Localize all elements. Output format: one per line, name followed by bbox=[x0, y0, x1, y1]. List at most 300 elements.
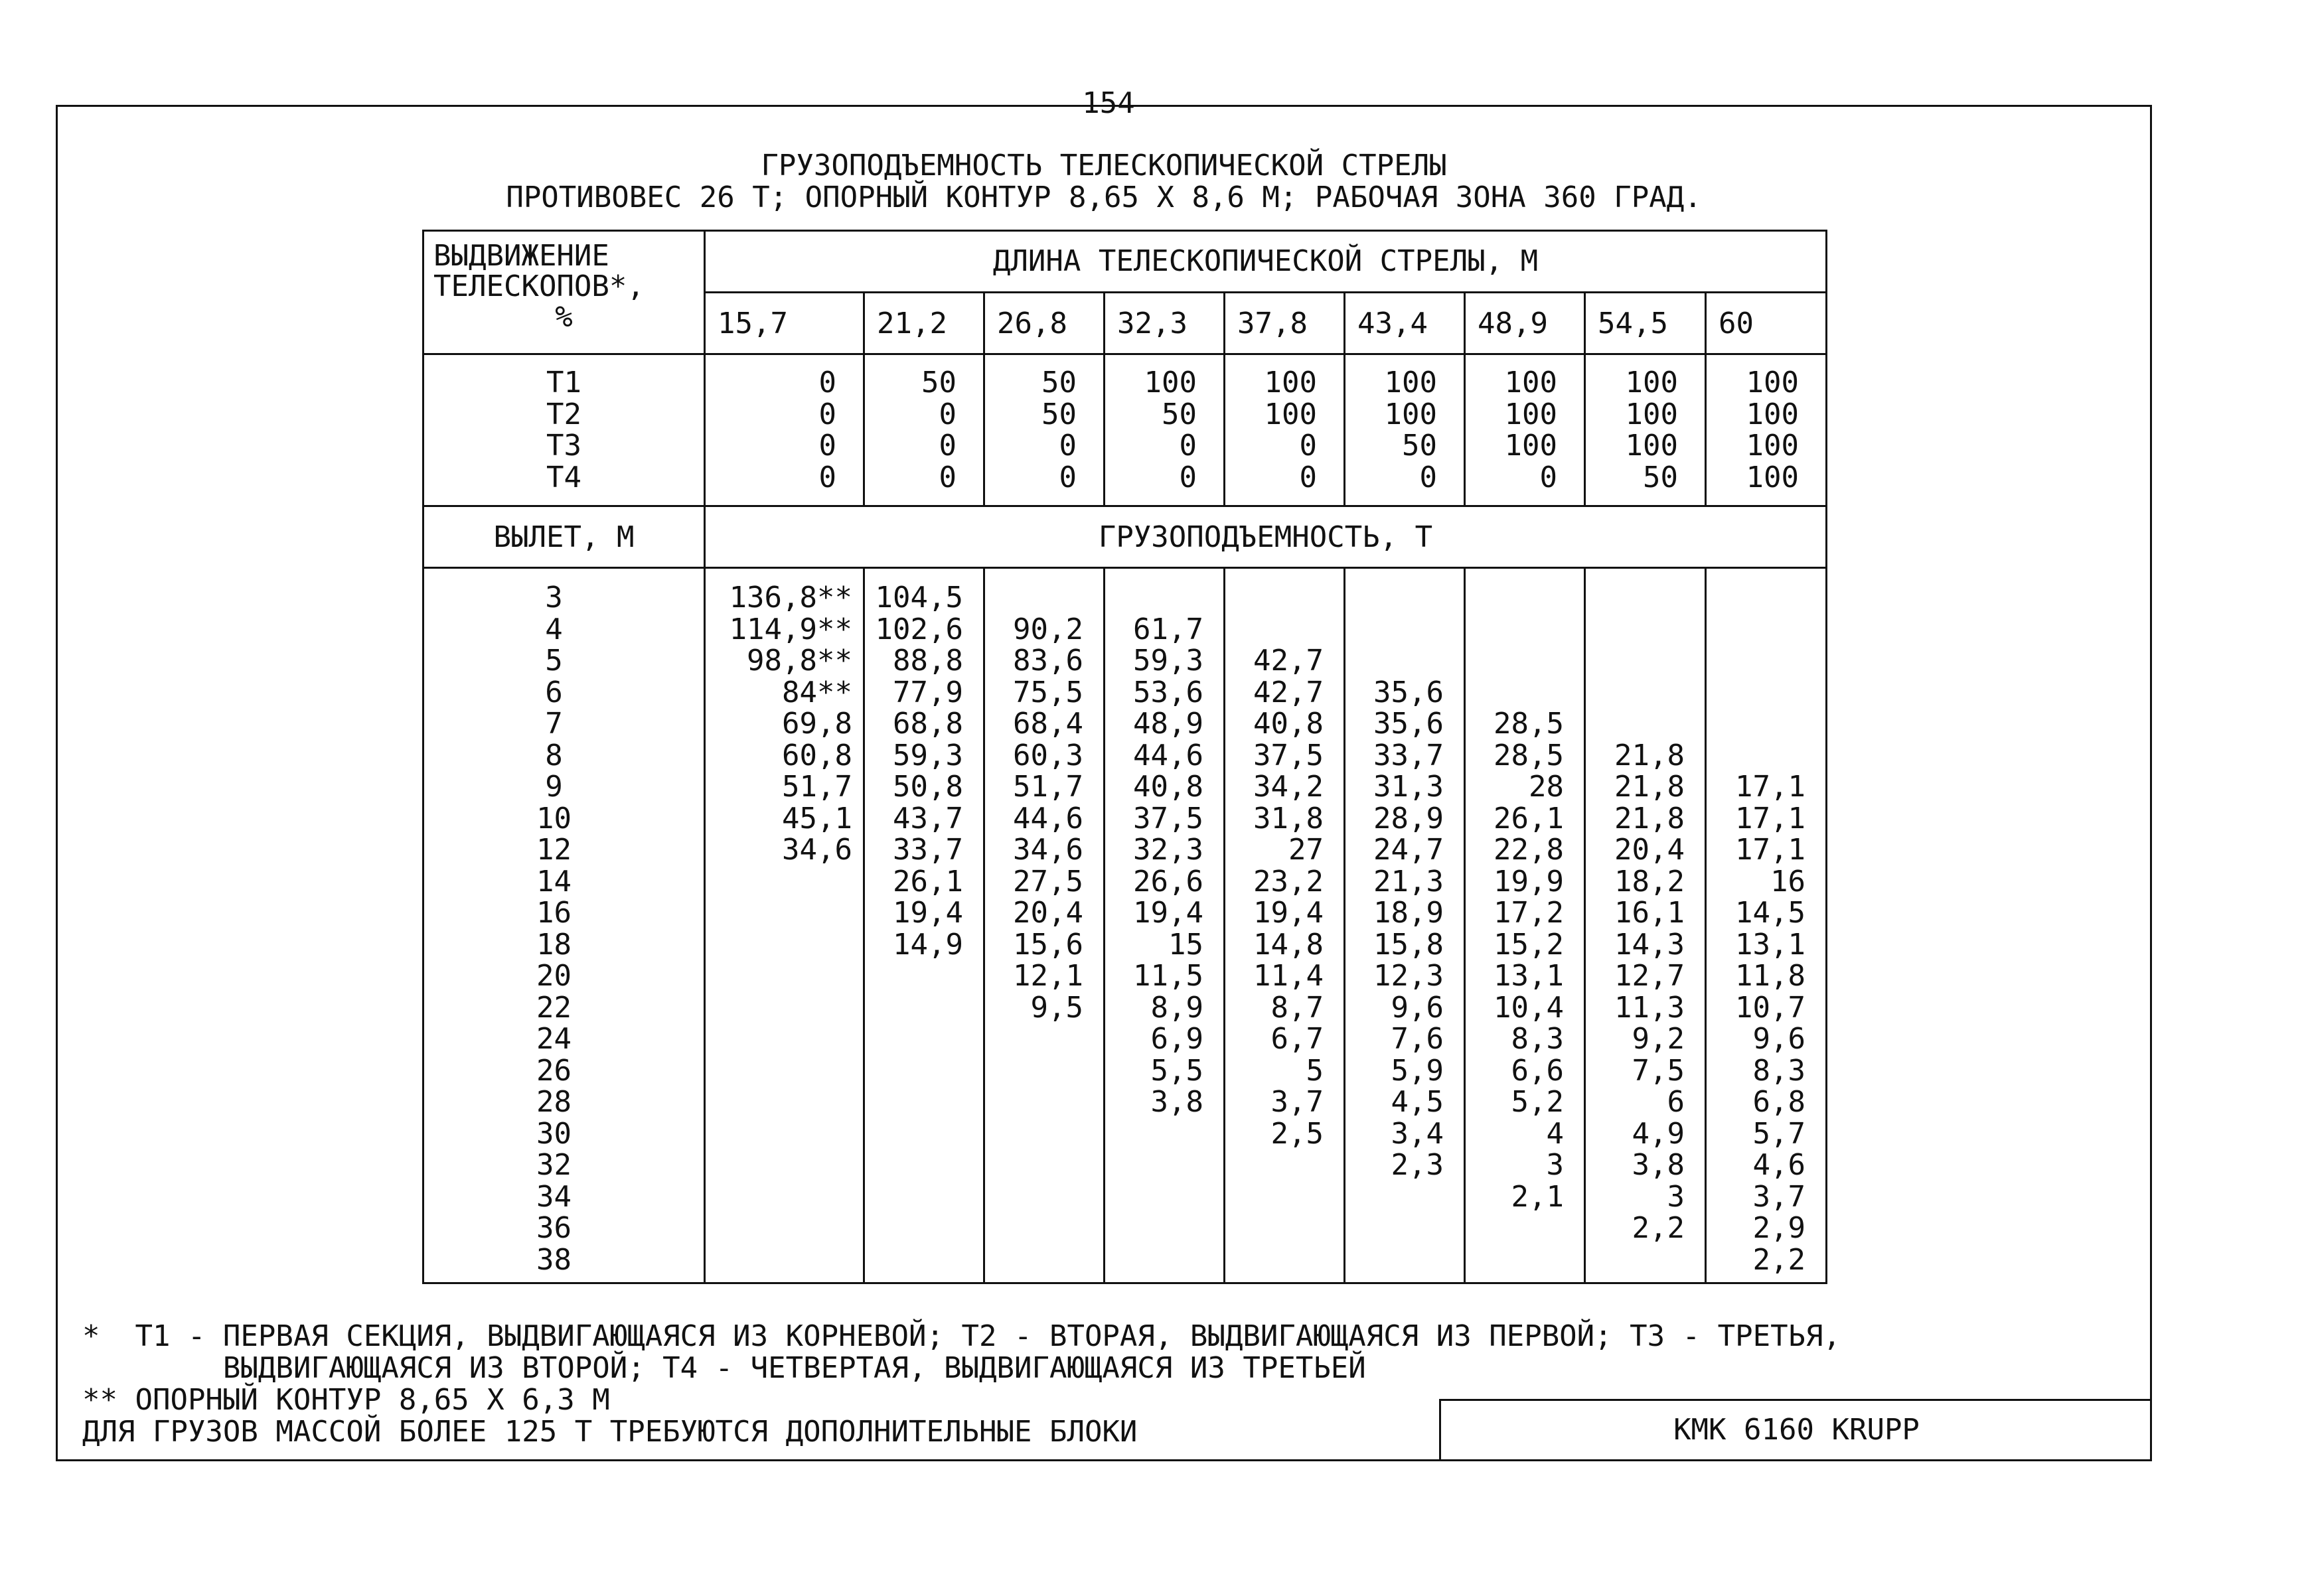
extension-value: 50 bbox=[1041, 397, 1077, 431]
capacity-value bbox=[706, 1118, 863, 1150]
capacity-value: 35,6 bbox=[1373, 675, 1444, 709]
capacity-value bbox=[1345, 1181, 1464, 1213]
extension-column bbox=[1465, 354, 1585, 506]
extension-value: 0 bbox=[1299, 429, 1317, 463]
capacity-value bbox=[706, 1023, 863, 1055]
capacity-value: 19,4 bbox=[893, 896, 963, 930]
boom-length-cell: 26,8 bbox=[984, 293, 1105, 354]
capacity-value: 6,7 bbox=[1270, 1022, 1324, 1056]
capacity-value: 5,5 bbox=[1150, 1053, 1203, 1088]
capacity-value: 28,5 bbox=[1494, 738, 1564, 772]
capacity-column bbox=[705, 568, 864, 1283]
capacity-value: 34,6 bbox=[782, 833, 852, 867]
reach-value: 14 bbox=[536, 864, 572, 899]
capacity-value: 3,7 bbox=[1270, 1085, 1324, 1119]
capacity-value bbox=[1707, 645, 1825, 677]
capacity-value bbox=[985, 1244, 1103, 1276]
capacity-value: 19,9 bbox=[1494, 864, 1564, 899]
capacity-value bbox=[865, 1023, 983, 1055]
capacity-value bbox=[706, 1086, 863, 1118]
capacity-column bbox=[864, 568, 984, 1283]
capacity-value bbox=[1345, 1212, 1464, 1244]
capacity-column bbox=[1225, 568, 1345, 1283]
section-label: Т3 bbox=[546, 429, 581, 463]
boom-length-header: ДЛИНА ТЕЛЕСКОПИЧЕСКОЙ СТРЕЛЫ, М bbox=[705, 231, 1827, 293]
extension-value: 0 bbox=[1299, 460, 1317, 494]
capacity-value bbox=[1466, 645, 1584, 677]
capacity-value: 37,5 bbox=[1133, 801, 1203, 835]
capacity-value: 40,8 bbox=[1133, 770, 1203, 804]
capacity-value: 2,9 bbox=[1752, 1211, 1805, 1245]
capacity-value bbox=[1105, 1212, 1223, 1244]
capacity-value bbox=[1466, 1244, 1584, 1276]
capacity-value: 3,7 bbox=[1752, 1179, 1805, 1214]
capacity-value: 83,6 bbox=[1013, 644, 1083, 678]
boom-length-cell: 54,5 bbox=[1585, 293, 1706, 354]
capacity-value: 68,8 bbox=[893, 707, 963, 741]
capacity-value: 26,1 bbox=[893, 864, 963, 899]
capacity-value bbox=[985, 1212, 1103, 1244]
extension-column bbox=[1345, 354, 1465, 506]
capacity-value: 17,1 bbox=[1735, 770, 1805, 804]
extension-value: 100 bbox=[1504, 366, 1557, 399]
capacity-value bbox=[1105, 1244, 1223, 1276]
capacity-value: 50,8 bbox=[893, 770, 963, 804]
capacity-value: 3,8 bbox=[1150, 1085, 1203, 1119]
capacity-value: 18,2 bbox=[1614, 864, 1685, 899]
extension-value: 0 bbox=[818, 429, 836, 463]
boom-length-cell: 60 bbox=[1706, 293, 1827, 354]
capacity-value bbox=[706, 992, 863, 1024]
reach-value: 4 bbox=[545, 612, 563, 646]
capacity-value: 26,6 bbox=[1133, 864, 1203, 899]
capacity-value: 17,1 bbox=[1735, 833, 1805, 867]
extension-value: 100 bbox=[1625, 397, 1678, 431]
capacity-value bbox=[1105, 1149, 1223, 1181]
capacity-value bbox=[865, 1212, 983, 1244]
footnote-sections: * Т1 - ПЕРВАЯ СЕКЦИЯ, ВЫДВИГАЮЩАЯСЯ ИЗ КОРНЕВОЙ; Т2 - ВТОРАЯ, ВЫДВИГАЮЩАЯСЯ ИЗ ПЕРВОЙ; Т3 - ТРЕТЬЯ, bbox=[82, 1319, 1841, 1353]
footnote-sections-cont: ВЫДВИГАЮЩАЯСЯ ИЗ ВТОРОЙ; Т4 - ЧЕТВЕРТАЯ, ВЫДВИГАЮЩАЯСЯ ИЗ ТРЕТЬЕЙ bbox=[82, 1351, 1366, 1385]
capacity-value: 45,1 bbox=[782, 801, 852, 835]
capacity-column bbox=[1105, 568, 1225, 1283]
capacity-value: 9,2 bbox=[1632, 1022, 1685, 1056]
capacity-value bbox=[1586, 614, 1705, 646]
capacity-value: 8,3 bbox=[1752, 1053, 1805, 1088]
capacity-value: 51,7 bbox=[782, 770, 852, 804]
capacity-value: 9,6 bbox=[1752, 1022, 1805, 1056]
capacity-value: 3 bbox=[1667, 1179, 1685, 1214]
capacity-value: 40,8 bbox=[1253, 707, 1324, 741]
capacity-value: 32,3 bbox=[1133, 833, 1203, 867]
capacity-value: 7,5 bbox=[1632, 1053, 1685, 1088]
capacity-value: 10,4 bbox=[1494, 990, 1564, 1025]
extension-column bbox=[1706, 354, 1827, 506]
capacity-value bbox=[985, 1181, 1103, 1213]
capacity-value bbox=[1586, 708, 1705, 740]
capacity-value: 59,3 bbox=[893, 738, 963, 772]
capacity-value: 26,1 bbox=[1494, 801, 1564, 835]
capacity-value: 11,3 bbox=[1614, 990, 1685, 1025]
page-number-text: 154 bbox=[1058, 86, 1158, 120]
reach-value: 30 bbox=[536, 1116, 572, 1151]
footnote-outrigger: ** ОПОРНЫЙ КОНТУР 8,65 Х 6,3 М bbox=[82, 1383, 610, 1417]
capacity-value: 11,8 bbox=[1735, 959, 1805, 993]
capacity-value bbox=[985, 1149, 1103, 1181]
extension-value: 100 bbox=[1384, 397, 1437, 431]
extension-column bbox=[705, 354, 864, 506]
capacity-column bbox=[984, 568, 1105, 1283]
reach-column bbox=[423, 568, 705, 1283]
capacity-value bbox=[985, 1055, 1103, 1087]
extension-value: 100 bbox=[1625, 429, 1678, 463]
capacity-value: 35,6 bbox=[1373, 707, 1444, 741]
extension-value: 50 bbox=[1162, 397, 1197, 431]
capacity-value bbox=[985, 1086, 1103, 1118]
capacity-value: 44,6 bbox=[1133, 738, 1203, 772]
capacity-value bbox=[1586, 677, 1705, 709]
capacity-value: 17,2 bbox=[1494, 896, 1564, 930]
capacity-value: 3,8 bbox=[1632, 1148, 1685, 1182]
extension-value: 0 bbox=[818, 366, 836, 399]
table-subtitle: ПРОТИВОВЕС 26 Т; ОПОРНЫЙ КОНТУР 8,65 Х 8,6 М; РАБОЧАЯ ЗОНА 360 ГРАД. bbox=[506, 181, 1702, 214]
table-title: ГРУЗОПОДЪЕМНОСТЬ ТЕЛЕСКОПИЧЕСКОЙ СТРЕЛЫ bbox=[761, 149, 1447, 182]
capacity-value: 37,5 bbox=[1253, 738, 1324, 772]
capacity-value bbox=[865, 1149, 983, 1181]
capacity-value bbox=[1586, 1244, 1705, 1276]
capacity-value bbox=[985, 582, 1103, 614]
capacity-value: 68,4 bbox=[1013, 707, 1083, 741]
extension-column bbox=[864, 354, 984, 506]
capacity-header-row bbox=[423, 506, 1827, 568]
capacity-value: 12,3 bbox=[1373, 959, 1444, 993]
capacity-column bbox=[1585, 568, 1706, 1283]
capacity-value: 7,6 bbox=[1391, 1022, 1444, 1056]
extension-column bbox=[1585, 354, 1706, 506]
capacity-value bbox=[1586, 582, 1705, 614]
capacity-value: 23,2 bbox=[1253, 864, 1324, 899]
capacity-value: 31,3 bbox=[1373, 770, 1444, 804]
extension-value: 100 bbox=[1746, 460, 1799, 494]
extension-value: 0 bbox=[1059, 429, 1077, 463]
capacity-value bbox=[865, 992, 983, 1024]
capacity-value: 5,9 bbox=[1391, 1053, 1444, 1088]
capacity-value: 42,7 bbox=[1253, 675, 1324, 709]
capacity-value: 21,8 bbox=[1614, 801, 1685, 835]
capacity-value: 34,6 bbox=[1013, 833, 1083, 867]
boom-length-cell: 21,2 bbox=[864, 293, 984, 354]
capacity-value: 6,6 bbox=[1511, 1053, 1564, 1088]
extension-value: 100 bbox=[1144, 366, 1197, 399]
capacity-value bbox=[1225, 1149, 1343, 1181]
extension-row bbox=[423, 354, 1827, 506]
capacity-value: 13,1 bbox=[1735, 927, 1805, 962]
reach-value: 16 bbox=[536, 896, 572, 930]
capacity-value bbox=[1466, 582, 1584, 614]
capacity-value: 4 bbox=[1546, 1116, 1564, 1151]
reach-value: 5 bbox=[545, 644, 563, 678]
capacity-value: 61,7 bbox=[1133, 612, 1203, 646]
capacity-value: 33,7 bbox=[1373, 738, 1444, 772]
capacity-value bbox=[1586, 645, 1705, 677]
boom-length-cell: 43,4 bbox=[1345, 293, 1465, 354]
extension-header-line2: ТЕЛЕСКОПОВ*, bbox=[433, 269, 645, 303]
extension-value: 0 bbox=[939, 397, 957, 431]
boom-length-cell: 37,8 bbox=[1225, 293, 1345, 354]
extension-value: 0 bbox=[939, 429, 957, 463]
capacity-column bbox=[1706, 568, 1827, 1283]
capacity-value bbox=[1707, 677, 1825, 709]
capacity-value: 4,6 bbox=[1752, 1148, 1805, 1182]
extension-value: 0 bbox=[939, 460, 957, 494]
capacity-value: 20,4 bbox=[1013, 896, 1083, 930]
capacity-value: 13,1 bbox=[1494, 959, 1564, 993]
capacity-value: 98,8** bbox=[747, 644, 852, 678]
capacity-value bbox=[1707, 582, 1825, 614]
capacity-value: 42,7 bbox=[1253, 644, 1324, 678]
capacity-value: 19,4 bbox=[1133, 896, 1203, 930]
extension-value: 50 bbox=[1643, 460, 1678, 494]
capacity-value bbox=[1225, 1244, 1343, 1276]
boom-length-cell: 48,9 bbox=[1465, 293, 1585, 354]
capacity-value: 28 bbox=[1529, 770, 1564, 804]
capacity-value: 2,3 bbox=[1391, 1148, 1444, 1182]
capacity-value bbox=[1345, 1244, 1464, 1276]
capacity-value bbox=[1105, 582, 1223, 614]
capacity-value: 15 bbox=[1168, 927, 1203, 962]
capacity-value: 28,9 bbox=[1373, 801, 1444, 835]
extension-value: 50 bbox=[921, 366, 957, 399]
capacity-value bbox=[706, 1055, 863, 1087]
section-labels bbox=[423, 354, 705, 506]
extension-value: 0 bbox=[1179, 460, 1197, 494]
capacity-value: 114,9** bbox=[729, 612, 852, 646]
capacity-value: 69,8 bbox=[782, 707, 852, 741]
capacity-value bbox=[706, 1181, 863, 1213]
capacity-value bbox=[706, 1244, 863, 1276]
reach-value: 10 bbox=[536, 801, 572, 835]
capacity-value: 24,7 bbox=[1373, 833, 1444, 867]
capacity-value bbox=[1105, 1181, 1223, 1213]
capacity-value bbox=[706, 1212, 863, 1244]
capacity-value bbox=[1225, 582, 1343, 614]
capacity-value bbox=[1225, 614, 1343, 646]
capacity-value: 28,5 bbox=[1494, 707, 1564, 741]
capacity-value: 33,7 bbox=[893, 833, 963, 867]
capacity-value: 31,8 bbox=[1253, 801, 1324, 835]
capacity-value: 10,7 bbox=[1735, 990, 1805, 1025]
capacity-value bbox=[706, 929, 863, 961]
reach-value: 34 bbox=[536, 1179, 572, 1214]
capacity-value bbox=[706, 960, 863, 992]
capacity-value bbox=[706, 866, 863, 898]
capacity-value: 77,9 bbox=[893, 675, 963, 709]
reach-value: 8 bbox=[545, 738, 563, 772]
extension-value: 50 bbox=[1041, 366, 1077, 399]
reach-value: 7 bbox=[545, 707, 563, 741]
extension-header-line1: ВЫДВИЖЕНИЕ bbox=[433, 239, 609, 273]
reach-value: 24 bbox=[536, 1022, 572, 1056]
capacity-value bbox=[865, 1244, 983, 1276]
capacity-value: 14,8 bbox=[1253, 927, 1324, 962]
capacity-value bbox=[1707, 708, 1825, 740]
capacity-value bbox=[985, 1118, 1103, 1150]
capacity-value: 15,2 bbox=[1494, 927, 1564, 962]
capacity-value bbox=[1466, 677, 1584, 709]
capacity-value: 102,6 bbox=[875, 612, 963, 646]
capacity-column bbox=[1345, 568, 1465, 1283]
reach-value: 18 bbox=[536, 927, 572, 962]
capacity-value bbox=[1707, 740, 1825, 772]
extension-value: 100 bbox=[1625, 366, 1678, 399]
capacity-value bbox=[1225, 1181, 1343, 1213]
capacity-row bbox=[423, 568, 1827, 1283]
capacity-value: 60,8 bbox=[782, 738, 852, 772]
extension-column bbox=[984, 354, 1105, 506]
capacity-value bbox=[706, 897, 863, 929]
capacity-value: 2,2 bbox=[1632, 1211, 1685, 1245]
capacity-value: 21,8 bbox=[1614, 770, 1685, 804]
extension-value: 0 bbox=[1179, 429, 1197, 463]
capacity-value: 14,9 bbox=[893, 927, 963, 962]
capacity-value bbox=[1345, 582, 1464, 614]
model-label: КМК 6160 KRUPP bbox=[1439, 1399, 2152, 1461]
capacity-value: 6,9 bbox=[1150, 1022, 1203, 1056]
reach-value: 6 bbox=[545, 675, 563, 709]
extension-column bbox=[1225, 354, 1345, 506]
capacity-value: 17,1 bbox=[1735, 801, 1805, 835]
capacity-value: 27 bbox=[1288, 833, 1324, 867]
capacity-value: 6,8 bbox=[1752, 1085, 1805, 1119]
capacity-value: 14,3 bbox=[1614, 927, 1685, 962]
capacity-value: 14,5 bbox=[1735, 896, 1805, 930]
capacity-value bbox=[1225, 1212, 1343, 1244]
capacity-value: 22,8 bbox=[1494, 833, 1564, 867]
capacity-value bbox=[865, 1086, 983, 1118]
capacity-value: 3,4 bbox=[1391, 1116, 1444, 1151]
capacity-value: 12,1 bbox=[1013, 959, 1083, 993]
capacity-value bbox=[865, 1118, 983, 1150]
boom-length-cell: 15,7 bbox=[705, 293, 864, 354]
reach-value: 9 bbox=[545, 770, 563, 804]
reach-header: ВЫЛЕТ, М bbox=[423, 506, 705, 568]
extension-value: 100 bbox=[1504, 397, 1557, 431]
capacity-value bbox=[1466, 614, 1584, 646]
reach-value: 38 bbox=[536, 1242, 572, 1277]
capacity-value bbox=[985, 1023, 1103, 1055]
extension-value: 0 bbox=[1419, 460, 1437, 494]
capacity-value: 18,9 bbox=[1373, 896, 1444, 930]
capacity-value: 4,9 bbox=[1632, 1116, 1685, 1151]
capacity-value: 48,9 bbox=[1133, 707, 1203, 741]
capacity-value: 44,6 bbox=[1013, 801, 1083, 835]
capacity-value: 2,2 bbox=[1752, 1242, 1805, 1277]
capacity-value: 5,2 bbox=[1511, 1085, 1564, 1119]
capacity-value: 6 bbox=[1667, 1085, 1685, 1119]
capacity-value: 5,7 bbox=[1752, 1116, 1805, 1151]
capacity-value: 8,7 bbox=[1270, 990, 1324, 1025]
reach-value: 22 bbox=[536, 990, 572, 1025]
capacity-value: 5 bbox=[1306, 1053, 1324, 1088]
extension-value: 100 bbox=[1264, 366, 1317, 399]
capacity-value: 136,8** bbox=[729, 581, 852, 615]
capacity-value: 60,3 bbox=[1013, 738, 1083, 772]
extension-value: 0 bbox=[818, 460, 836, 494]
capacity-value: 15,6 bbox=[1013, 927, 1083, 962]
capacity-value: 2,1 bbox=[1511, 1179, 1564, 1214]
capacity-value bbox=[1707, 614, 1825, 646]
reach-value: 3 bbox=[545, 581, 563, 615]
capacity-value: 84** bbox=[782, 675, 852, 709]
capacity-value bbox=[1345, 645, 1464, 677]
section-label: Т1 bbox=[546, 366, 581, 399]
header-row bbox=[423, 231, 1827, 293]
capacity-value: 2,5 bbox=[1270, 1116, 1324, 1151]
extension-value: 100 bbox=[1746, 429, 1799, 463]
capacity-value: 8,3 bbox=[1511, 1022, 1564, 1056]
capacity-value: 19,4 bbox=[1253, 896, 1324, 930]
capacity-value: 51,7 bbox=[1013, 770, 1083, 804]
extension-header-unit: % bbox=[555, 300, 573, 334]
capacity-value: 16 bbox=[1770, 864, 1805, 899]
capacity-value: 27,5 bbox=[1013, 864, 1083, 899]
capacity-value: 4,5 bbox=[1391, 1085, 1444, 1119]
capacity-value bbox=[1345, 614, 1464, 646]
capacity-value: 3 bbox=[1546, 1148, 1564, 1182]
capacity-value: 11,5 bbox=[1133, 959, 1203, 993]
capacity-value: 90,2 bbox=[1013, 612, 1083, 646]
extension-value: 0 bbox=[818, 397, 836, 431]
footnote-blocks: ДЛЯ ГРУЗОВ МАССОЙ БОЛЕЕ 125 Т ТРЕБУЮТСЯ ДОПОЛНИТЕЛЬНЫЕ БЛОКИ bbox=[82, 1415, 1138, 1449]
extension-value: 100 bbox=[1504, 429, 1557, 463]
reach-value: 26 bbox=[536, 1053, 572, 1088]
capacity-value: 8,9 bbox=[1150, 990, 1203, 1025]
capacity-value bbox=[1105, 1118, 1223, 1150]
extension-value: 0 bbox=[1539, 460, 1557, 494]
extension-value: 100 bbox=[1264, 397, 1317, 431]
extension-value: 0 bbox=[1059, 460, 1077, 494]
reach-value: 32 bbox=[536, 1148, 572, 1182]
capacity-column bbox=[1465, 568, 1585, 1283]
capacity-value: 11,4 bbox=[1253, 959, 1324, 993]
capacity-value: 21,3 bbox=[1373, 864, 1444, 899]
reach-value: 28 bbox=[536, 1085, 572, 1119]
capacity-value bbox=[865, 1055, 983, 1087]
capacity-value: 104,5 bbox=[875, 581, 963, 615]
capacity-value: 9,5 bbox=[1030, 990, 1083, 1025]
load-chart-table bbox=[422, 230, 1827, 1284]
capacity-value: 21,8 bbox=[1614, 738, 1685, 772]
extension-value: 100 bbox=[1746, 366, 1799, 399]
section-label: Т4 bbox=[546, 460, 581, 494]
capacity-value: 34,2 bbox=[1253, 770, 1324, 804]
extension-value: 100 bbox=[1746, 397, 1799, 431]
capacity-header: ГРУЗОПОДЪЕМНОСТЬ, Т bbox=[705, 506, 1827, 568]
capacity-value bbox=[865, 1181, 983, 1213]
extension-column bbox=[1105, 354, 1225, 506]
reach-value: 36 bbox=[536, 1211, 572, 1245]
section-label: Т2 bbox=[546, 397, 581, 431]
extension-value: 100 bbox=[1384, 366, 1437, 399]
capacity-value: 20,4 bbox=[1614, 833, 1685, 867]
capacity-value: 16,1 bbox=[1614, 896, 1685, 930]
extension-value: 50 bbox=[1402, 429, 1437, 463]
capacity-value: 43,7 bbox=[893, 801, 963, 835]
capacity-value: 15,8 bbox=[1373, 927, 1444, 962]
capacity-value: 59,3 bbox=[1133, 644, 1203, 678]
capacity-value: 53,6 bbox=[1133, 675, 1203, 709]
reach-value: 12 bbox=[536, 833, 572, 867]
capacity-value: 12,7 bbox=[1614, 959, 1685, 993]
